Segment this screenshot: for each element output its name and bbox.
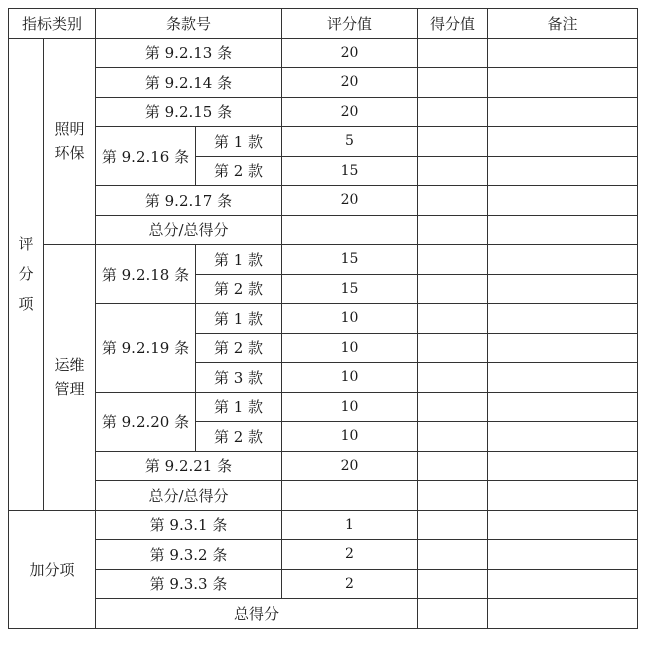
clause-cell: 第 9.2.18 条 [96,245,196,304]
item-cell: 第 1 款 [196,127,282,157]
obtained-cell[interactable] [418,38,488,68]
obtained-cell[interactable] [418,599,488,629]
clause-cell: 第 9.2.19 条 [96,304,196,393]
remark-cell[interactable] [488,540,638,570]
table-row [9,540,638,570]
remark-cell[interactable] [488,274,638,304]
remark-cell[interactable] [488,422,638,452]
table-row [9,304,638,334]
obtained-cell[interactable] [418,481,488,511]
remark-cell[interactable] [488,451,638,481]
obtained-cell[interactable] [418,569,488,599]
obtained-cell[interactable] [418,127,488,157]
remark-cell[interactable] [488,333,638,363]
obtained-cell[interactable] [418,156,488,186]
score-cell: 20 [282,68,418,98]
obtained-cell[interactable] [418,422,488,452]
remark-cell[interactable] [488,245,638,275]
table-row [9,392,638,422]
score-cell: 5 [282,127,418,157]
score-cell: 20 [282,38,418,68]
score-cell: 20 [282,97,418,127]
obtained-cell[interactable] [418,68,488,98]
clause-cell: 第 9.2.20 条 [96,392,196,451]
obtained-cell[interactable] [418,186,488,216]
remark-cell[interactable] [488,481,638,511]
remark-cell[interactable] [488,156,638,186]
score-cell: 15 [282,274,418,304]
table-row [9,127,638,157]
score-cell: 10 [282,363,418,393]
score-cell: 15 [282,156,418,186]
item-cell: 第 2 款 [196,156,282,186]
score-cell [282,481,418,511]
table-row [9,451,638,481]
obtained-cell[interactable] [418,451,488,481]
obtained-cell[interactable] [418,97,488,127]
obtained-cell[interactable] [418,304,488,334]
obtained-cell[interactable] [418,333,488,363]
obtained-cell[interactable] [418,363,488,393]
item-cell: 第 2 款 [196,333,282,363]
item-cell: 第 3 款 [196,363,282,393]
remark-cell[interactable] [488,68,638,98]
item-cell: 第 1 款 [196,245,282,275]
item-cell: 第 1 款 [196,304,282,334]
score-cell: 10 [282,422,418,452]
obtained-cell[interactable] [418,540,488,570]
remark-cell[interactable] [488,569,638,599]
remark-cell[interactable] [488,304,638,334]
score-cell: 10 [282,333,418,363]
score-cell [282,215,418,245]
clause-cell: 第 9.3.2 条 [96,540,282,570]
remark-cell[interactable] [488,363,638,393]
obtained-cell[interactable] [418,510,488,540]
item-cell: 第 1 款 [196,392,282,422]
group-lighting: 照明 环保 [44,38,96,245]
remark-cell[interactable] [488,215,638,245]
clause-cell: 第 9.2.16 条 [96,127,196,186]
obtained-cell[interactable] [418,245,488,275]
table-row [9,510,638,540]
clause-cell: 第 9.2.13 条 [96,38,282,68]
score-cell: 2 [282,540,418,570]
table-row [9,215,638,245]
table-row [9,97,638,127]
clause-cell: 第 9.2.15 条 [96,97,282,127]
remark-cell[interactable] [488,186,638,216]
group-operation: 运维 管理 [44,245,96,511]
table-row [9,186,638,216]
item-cell: 第 2 款 [196,274,282,304]
table-row [9,245,638,275]
remark-cell[interactable] [488,599,638,629]
subtotal-label: 总分/总得分 [96,215,282,245]
score-cell: 20 [282,186,418,216]
grand-total-label: 总得分 [96,599,418,629]
clause-cell: 第 9.2.21 条 [96,451,282,481]
score-table [8,8,638,629]
score-cell: 10 [282,392,418,422]
table-row [9,481,638,511]
remark-cell[interactable] [488,510,638,540]
obtained-cell[interactable] [418,392,488,422]
table-row [9,68,638,98]
header-score: 评分值 [282,9,418,39]
item-cell: 第 2 款 [196,422,282,452]
obtained-cell[interactable] [418,215,488,245]
obtained-cell[interactable] [418,274,488,304]
header-row [9,9,638,39]
score-cell: 1 [282,510,418,540]
table-row [9,38,638,68]
header-obtained: 得分值 [418,9,488,39]
remark-cell[interactable] [488,392,638,422]
table-row [9,599,638,629]
score-cell: 20 [282,451,418,481]
header-clause: 条款号 [96,9,282,39]
header-category: 指标类别 [9,9,96,39]
clause-cell: 第 9.3.3 条 [96,569,282,599]
header-remark: 备注 [488,9,638,39]
group-scoring: 评 分 项 [9,38,44,510]
remark-cell[interactable] [488,38,638,68]
table-row [9,569,638,599]
clause-cell: 第 9.2.14 条 [96,68,282,98]
subtotal-label: 总分/总得分 [96,481,282,511]
score-cell: 2 [282,569,418,599]
group-bonus: 加分项 [9,510,96,628]
clause-cell: 第 9.3.1 条 [96,510,282,540]
score-cell: 10 [282,304,418,334]
clause-cell: 第 9.2.17 条 [96,186,282,216]
remark-cell[interactable] [488,127,638,157]
remark-cell[interactable] [488,97,638,127]
score-cell: 15 [282,245,418,275]
